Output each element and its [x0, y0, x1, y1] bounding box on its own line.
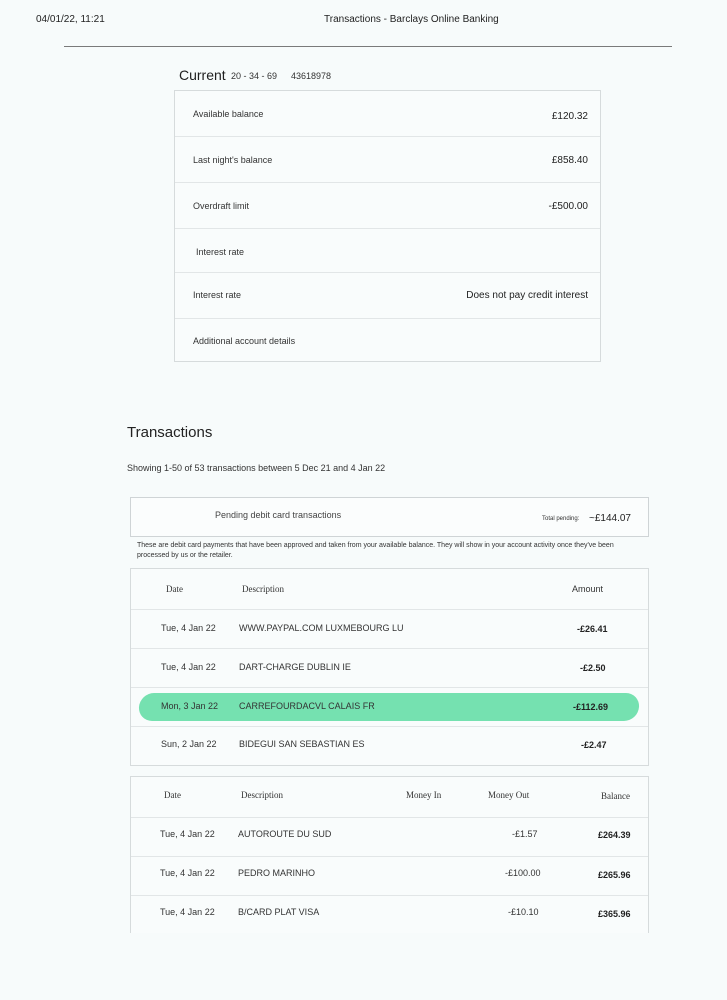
header-divider: [64, 46, 672, 47]
account-sort-code: 20 - 34 - 69: [231, 71, 278, 81]
pending-description-header: Description: [242, 584, 284, 594]
interest-rate-row: [175, 229, 600, 273]
table-row: [131, 857, 648, 896]
row-amount: -£26.41: [577, 624, 608, 634]
pending-transactions-title[interactable]: Pending debit card transactions: [215, 510, 342, 520]
credit-interest-label: Interest rate: [193, 290, 242, 300]
print-datetime: 04/01/22, 11:21: [36, 14, 105, 25]
pending-date-header: Date: [166, 584, 183, 594]
account-name: Current: [179, 67, 226, 83]
row-amount: -£2.47: [581, 740, 607, 750]
print-page-title: Transactions - Barclays Online Banking: [324, 14, 499, 25]
table-row: [131, 727, 648, 764]
ledger-balance-header: Balance: [601, 791, 630, 801]
available-balance-label: Available balance: [193, 109, 264, 119]
credit-interest-value: Does not pay credit interest: [466, 290, 588, 301]
transactions-count-text: Showing 1-50 of 53 transactions between 5 Dec 21 and 4 Jan 22: [127, 463, 386, 473]
overdraft-limit-label: Overdraft limit: [193, 201, 250, 211]
table-row: [131, 610, 648, 649]
interest-rate-label: Interest rate: [196, 247, 245, 257]
row-date: Tue, 4 Jan 22: [160, 907, 215, 917]
transactions-heading: Transactions: [127, 424, 213, 441]
row-description: B/CARD PLAT VISA: [238, 907, 320, 917]
last-night-balance-value: £858.40: [551, 155, 588, 166]
last-night-balance-label: Last night's balance: [193, 155, 273, 165]
account-summary-panel: [174, 90, 601, 362]
row-date: Sun, 2 Jan 22: [161, 739, 217, 749]
row-date: Tue, 4 Jan 22: [161, 662, 216, 672]
row-description: BIDEGUI SAN SEBASTIAN ES: [239, 739, 365, 749]
pending-amount-header: Amount: [572, 584, 604, 594]
row-description: AUTOROUTE DU SUD: [238, 829, 332, 839]
row-date: Mon, 3 Jan 22: [161, 701, 219, 711]
ledger-money-in-header: Money In: [406, 790, 442, 800]
table-row: [131, 818, 648, 857]
row-balance: £365.96: [598, 909, 631, 919]
last-night-balance-row: [175, 137, 600, 183]
row-description: PEDRO MARINHO: [238, 868, 316, 878]
row-amount: -£2.50: [580, 663, 606, 673]
table-row: [131, 896, 648, 933]
row-money-out: -£1.57: [512, 829, 538, 839]
overdraft-limit-value: -£500.00: [548, 201, 588, 212]
ledger-date-header: Date: [164, 790, 181, 800]
row-date: Tue, 4 Jan 22: [160, 829, 215, 839]
row-money-out: -£10.10: [508, 907, 539, 917]
ledger-table-header: [131, 777, 648, 818]
row-money-out: -£100.00: [505, 868, 541, 878]
ledger-description-header: Description: [241, 790, 283, 800]
additional-details-link[interactable]: Additional account details: [193, 336, 296, 346]
account-number: 43618978: [291, 71, 332, 81]
pending-note: These are debit card payments that have been approved and taken from your available balance. They will show in your account activity once they've been processed by us or the retailer.: [137, 542, 614, 559]
available-balance-row: [175, 91, 600, 137]
row-date: Tue, 4 Jan 22: [161, 623, 216, 633]
pending-total-value: ~£144.07: [589, 513, 631, 524]
row-description: CARREFOURDACVL CALAIS FR: [239, 701, 375, 711]
row-date: Tue, 4 Jan 22: [160, 868, 215, 878]
credit-interest-row: [175, 273, 600, 319]
row-description: WWW.PAYPAL.COM LUXMEBOURG LU: [239, 623, 404, 633]
ledger-money-out-header: Money Out: [488, 790, 530, 800]
row-balance: £265.96: [598, 870, 631, 880]
pending-total-label: Total pending:: [542, 516, 580, 522]
row-description: DART-CHARGE DUBLIN IE: [239, 662, 351, 672]
account-activity-table: [130, 776, 649, 933]
row-amount: -£112.69: [573, 702, 609, 712]
available-balance-value: £120.32: [551, 111, 588, 122]
pending-table-header: [131, 569, 648, 610]
table-row: [131, 688, 648, 727]
pending-transactions-table: [130, 568, 649, 766]
table-row: [131, 649, 648, 688]
additional-details-row[interactable]: [175, 319, 600, 361]
row-balance: £264.39: [598, 830, 631, 840]
overdraft-limit-row: [175, 183, 600, 229]
